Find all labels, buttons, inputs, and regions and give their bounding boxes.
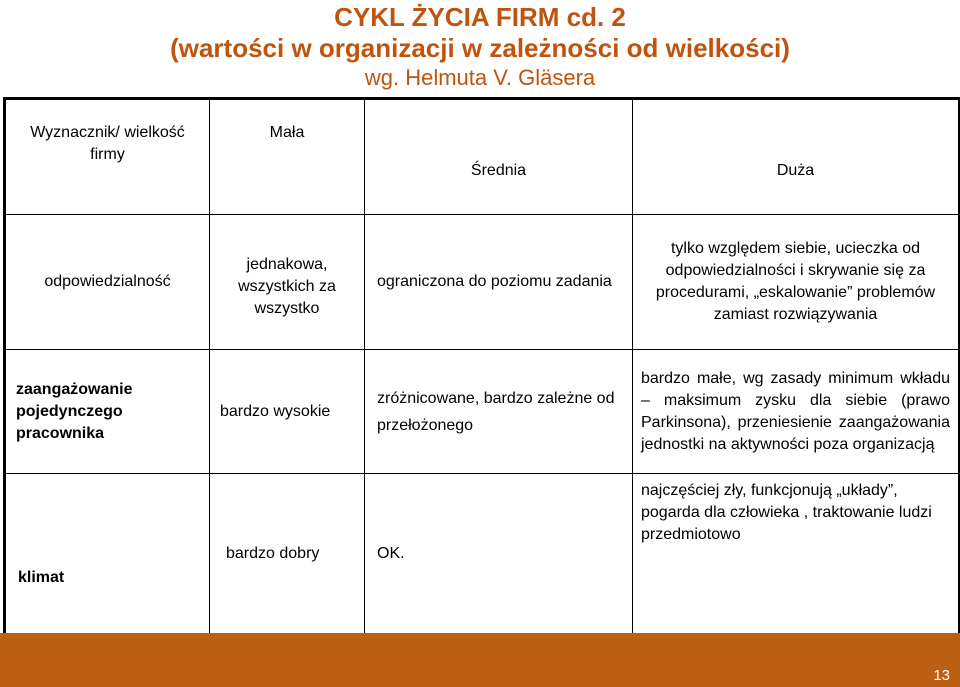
- table-row: [5, 350, 960, 474]
- cell-large: tylko względem siebie, ucieczka od odpowiedzialności i skrywanie się za procedurami, „eskalowanie” problemów zamiast rozwiązywania: [633, 215, 960, 350]
- header-determinant: Wyznacznik/ wielkość firmy: [5, 99, 210, 215]
- table-header-row: [5, 99, 960, 215]
- header-large: Duża: [633, 99, 960, 215]
- page-number: 13: [933, 667, 950, 684]
- table-row: [5, 215, 960, 350]
- cell-medium: OK.: [365, 474, 633, 635]
- row-label-responsibility: odpowiedzialność: [5, 215, 210, 350]
- cell-small: jednakowa, wszystkich za wszystko: [210, 215, 365, 350]
- cell-medium: zróżnicowane, bardzo zależne od przełożonego: [365, 350, 633, 474]
- cell-medium: ograniczona do poziomu zadania: [365, 215, 633, 350]
- cell-large: najczęściej zły, funkcjonują „układy”, pogarda dla człowieka , traktowanie ludzi przedmiotowo: [633, 474, 960, 635]
- table-row: [5, 474, 960, 635]
- cell-large: bardzo małe, wg zasady minimum wkładu – maksimum zysku dla siebie (prawo Parkinsona), przeniesienie zaangażowania jednostki na aktywności poza organizacją: [633, 350, 960, 474]
- cell-small: bardzo dobry: [210, 474, 365, 635]
- values-table: [3, 97, 960, 636]
- slide-title: [0, 2, 960, 92]
- header-medium: Średnia: [365, 99, 633, 215]
- footer-bar: [0, 633, 960, 687]
- row-label-engagement: zaangażowanie pojedynczego pracownika: [5, 350, 210, 474]
- title-line-1: CYKL ŻYCIA FIRM cd. 2: [334, 2, 626, 32]
- row-label-climate: klimat: [5, 474, 210, 635]
- title-line-2: (wartości w organizacji w zależności od wielkości): [170, 33, 790, 63]
- header-small: Mała: [210, 99, 365, 215]
- title-line-3: wg. Helmuta V. Gläsera: [364, 65, 596, 90]
- cell-small: bardzo wysokie: [210, 350, 365, 474]
